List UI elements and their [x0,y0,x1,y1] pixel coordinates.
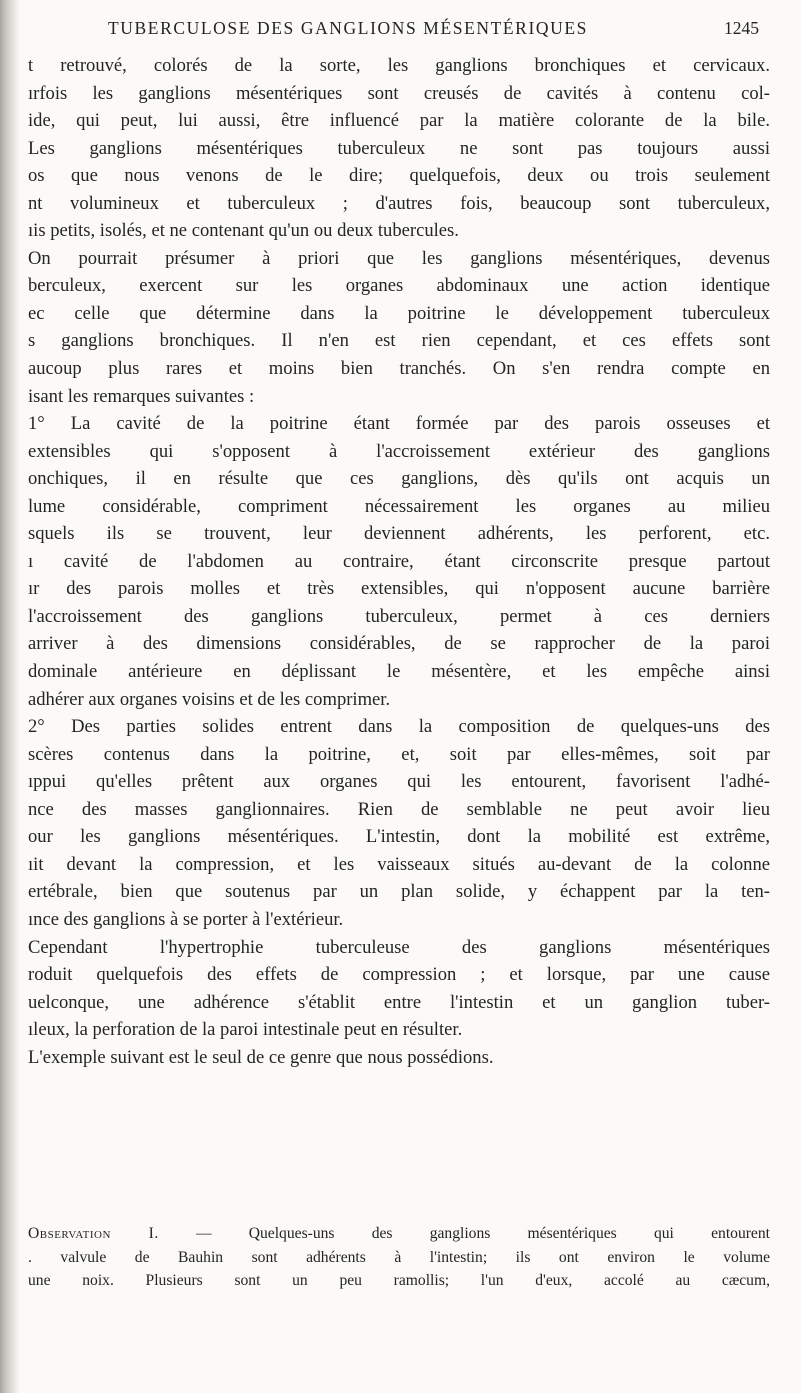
text-line: lume considérable, compriment nécessairement les organes au milieu [28,495,770,517]
observation-label: Observation I. [28,1225,159,1242]
observation-line: une noix. Plusieurs sont un peu ramollis; l'un d'eux, accolé au cæcum, [28,1272,770,1290]
text-line: ec celle que détermine dans la poitrine le développement tuberculeux [28,302,770,324]
text-line: ıppui qu'elles prêtent aux organes qui les entourent, favorisent l'adhé- [28,771,770,793]
page-gutter-shadow [0,0,20,1393]
text-line: ide, qui peut, lui aussi, être influencé par la matière colorante de la bile. [28,110,770,132]
text-line: l'accroissement des ganglions tuberculeux, permet à ces derniers [28,605,770,627]
observation-line: . valvule de Bauhin sont adhérents à l'intestin; ils ont environ le volume [28,1248,770,1266]
text-line: Cependant l'hypertrophie tuberculeuse des ganglions mésentériques [28,936,770,958]
text-line: ı cavité de l'abdomen au contraire, étant circonscrite presque partout [28,550,770,572]
observation-first-line [28,1222,770,1246]
text-line: ınce des ganglions à se porter à l'extérieur. [28,908,344,930]
observation-text: — Quelques-uns des ganglions mésentériques qui entourent [195,1225,770,1242]
page-number: 1245 [724,18,759,38]
text-line: ır des parois molles et très extensibles, qui n'opposent aucune barrière [28,578,770,600]
text-line: berculeux, exercent sur les organes abdominaux une action identique [28,275,770,297]
text-line: ıleux, la perforation de la paroi intestinale peut en résulter. [28,1019,463,1041]
text-line: os que nous venons de le dire; quelquefois, deux ou trois seulement [28,165,770,187]
text-line: our les ganglions mésentériques. L'intestin, dont la mobilité est extrême, [28,826,770,848]
text-line: L'exemple suivant est le seul de ce genre que nous possédions. [28,1046,494,1068]
text-line: dominale antérieure en déplissant le mésentère, et les empêche ainsi [28,661,770,683]
text-line: ıit devant la compression, et les vaisseaux situés au-devant de la colonne [28,853,770,875]
text-line: scères contenus dans la poitrine, et, soit par elles-mêmes, soit par [28,743,770,765]
body-text [28,52,770,1071]
text-line: ertébrale, bien que soutenus par un plan solide, y échappent par la ten- [28,881,770,903]
text-line: arriver à des dimensions considérables, de se rapprocher de la paroi [28,633,770,655]
text-line: nt volumineux et tuberculeux ; d'autres fois, beaucoup sont tuberculeux, [28,192,770,214]
text-line: 1° La cavité de la poitrine étant formée par des parois osseuses et [28,413,770,435]
text-line: uelconque, une adhérence s'établit entre l'intestin et un ganglion tuber- [28,991,770,1013]
running-title: TUBERCULOSE DES GANGLIONS MÉSENTÉRIQUES [108,18,588,38]
text-line: On pourrait présumer à priori que les ganglions mésentériques, devenus [28,247,770,269]
text-line: aucoup plus rares et moins bien tranchés. On s'en rendra compte en [28,358,770,380]
text-line: Les ganglions mésentériques tuberculeux ne sont pas toujours aussi [28,137,770,159]
text-line: ırfois les ganglions mésentériques sont creusés de cavités à contenu col- [28,82,770,104]
running-header [0,18,801,48]
text-line: nce des masses ganglionnaires. Rien de semblable ne peut avoir lieu [28,798,770,820]
text-line: 2° Des parties solides entrent dans la composition de quelques-uns des [28,716,770,738]
text-line: adhérer aux organes voisins et de les comprimer. [28,688,391,710]
text-line: ıis petits, isolés, et ne contenant qu'un ou deux tubercules. [28,220,459,242]
text-line: onchiques, il en résulte que ces ganglions, dès qu'ils ont acquis un [28,468,770,490]
text-line: s ganglions bronchiques. Il n'en est rien cependant, et ces effets sont [28,330,770,352]
text-line: squels ils se trouvent, leur deviennent adhérents, les perforent, etc. [28,523,770,545]
text-line: extensibles qui s'opposent à l'accroissement extérieur des ganglions [28,440,770,462]
text-line: roduit quelquefois des effets de compression ; et lorsque, par une cause [28,964,770,986]
observation-block [28,1222,770,1293]
text-line: isant les remarques suivantes : [28,385,255,407]
text-line: t retrouvé, colorés de la sorte, les ganglions bronchiques et cervicaux. [28,55,770,76]
